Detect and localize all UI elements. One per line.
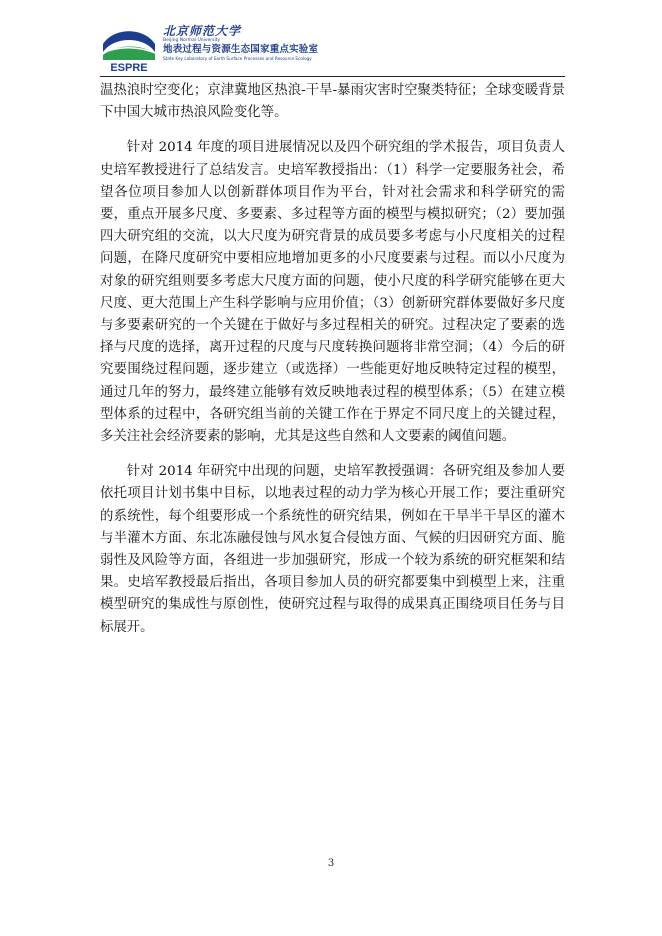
logo-caption: ESPRE (110, 62, 148, 74)
landscape-logo-icon (100, 22, 158, 74)
espre-logo (100, 22, 158, 74)
institution-block (163, 24, 318, 62)
lab-name-en: State Key Laboratory of Earth Surface Processes and Resource Ecology (163, 56, 312, 61)
paragraph-continuation: 温热浪时空变化；京津冀地区热浪-干旱-暴雨灾害时空聚类特征；全球变暖背景下中国大城市热浪风险变化等。 (100, 83, 565, 121)
paragraph-emphasis: 针对 2014 年研究中出现的问题，史培军教授强调：各研究组及参加人要依托项目计划书集中目标，以地表过程的动力学为核心开展工作；要注重研究的系统性，每个组要形成一个系统性的研究结果，例如在干旱半干旱区的灌木与半灌木方面、东北冻融侵蚀与风水复合侵蚀方面、气候的归因研究方面、脆弱性及风险等方面，各组进一步加强研究，形成一个较为系统的研究框架和结果。史培军教授最后指出，各项目参加人员的研究都要集中到模型上来，注重模型研究的集成性与原创性，使研究过程与取得的成果真正围绕项目任务与目标展开。 (100, 464, 565, 635)
university-name-en: Beijing Normal University (163, 38, 221, 43)
lab-name-cn: 地表过程与资源生态国家重点实验室 (163, 44, 319, 55)
page-header (100, 22, 565, 74)
document-body (100, 80, 565, 639)
paragraph-summary: 针对 2014 年度的项目进展情况以及四个研究组的学术报告，项目负责人史培军教授进行了总结发言。史培军教授指出：（1）科学一定要服务社会，希望各位项目参加人以创新群体项目作为平台，针对社会需求和科学研究的需要，重点开展多尺度、多要素、多过程等方面的模型与模拟研究；（2）要加强四大研究组的交流，以大尺度为研究背景的成员要多考虑与小尺度相关的过程问题，在降尺度研究中要相应地增加更多的小尺度要素与过程。而以小尺度为对象的研究组则要多考虑大尺度方面的问题，使小尺度的科学研究能够在更大尺度、更大范围上产生科学影响与应用价值；（3）创新研究群体要做好多尺度与多要素研究的一个关键在于做好与多过程相关的研究。过程决定了要素的选择与尺度的选择，离开过程的尺度与尺度转换问题将非常空洞；（4）今后的研究要围绕过程问题，逐步建立（或选择）一些能更好地反映特定过程的模型，通过几年的努力，最终建立能够有效反映地表过程的模型体系；（5）在建立模型体系的过程中，各研究组当前的关键工作在于界定不同尺度上的关键过程，多关注社会经济要素的影响，尤其是这些自然和人文要素的阈值问题。 (100, 140, 565, 445)
header-divider (100, 76, 565, 77)
university-name-cn: 北京师范大学 (163, 24, 242, 38)
page-number: 3 (327, 858, 335, 869)
